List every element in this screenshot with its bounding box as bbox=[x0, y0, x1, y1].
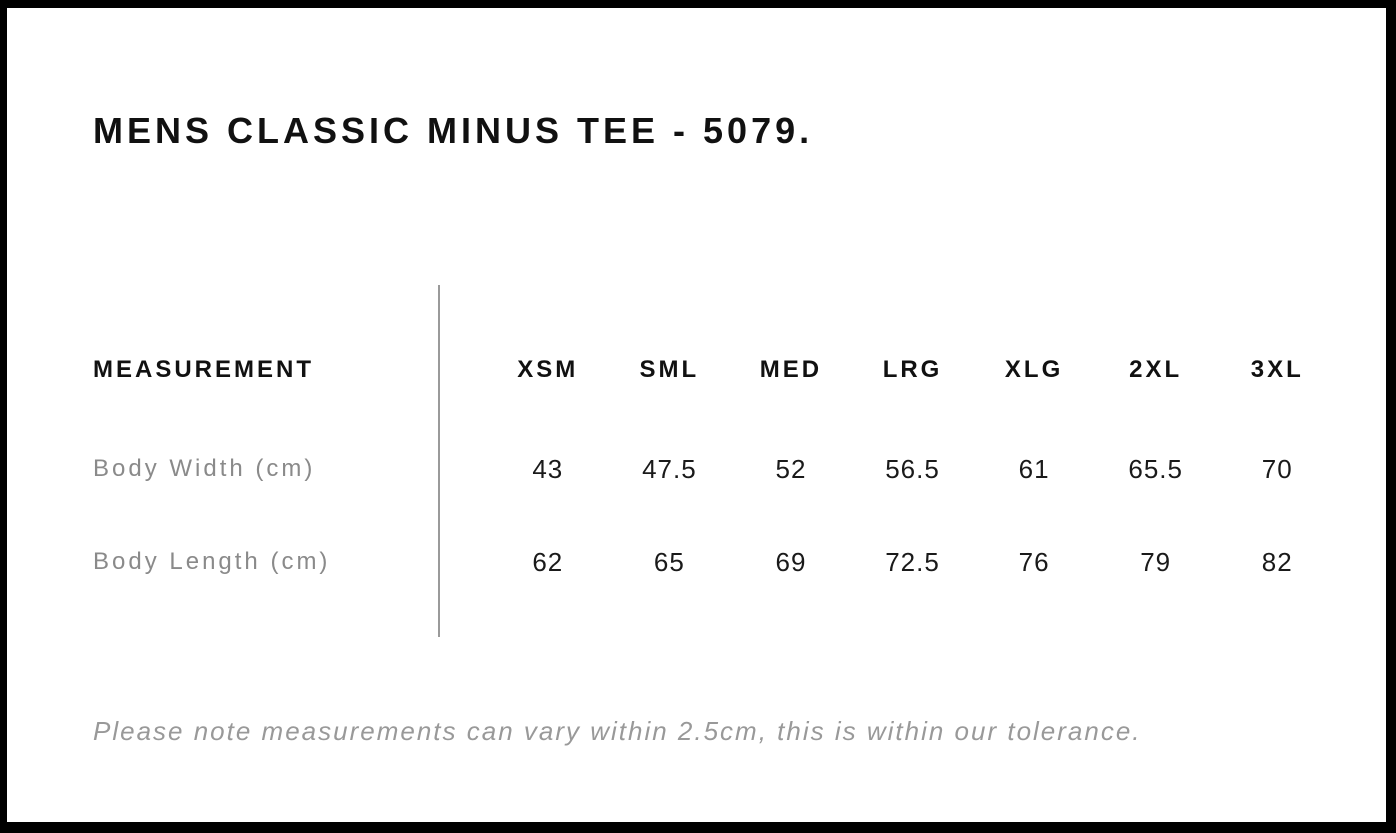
value-cell: 65.5 bbox=[1128, 453, 1183, 484]
value-cell: 56.5 bbox=[885, 453, 940, 484]
size-header-lrg: LRG bbox=[882, 356, 943, 383]
table-header-row bbox=[93, 355, 1338, 385]
value-cell: 69 bbox=[775, 546, 807, 577]
page-title: MENS CLASSIC MINUS TEE - 5079. bbox=[93, 110, 814, 151]
row-label: Body Width (cm) bbox=[93, 455, 316, 482]
size-header-2xl: 2XL bbox=[1129, 356, 1183, 383]
value-cell: 52 bbox=[775, 453, 807, 484]
value-cell: 79 bbox=[1140, 546, 1172, 577]
tolerance-note: Please note measurements can vary within 2.5cm, this is within our tolerance. bbox=[93, 716, 1142, 746]
size-header-sml: SML bbox=[639, 356, 700, 383]
size-header-xlg: XLG bbox=[1004, 356, 1064, 383]
value-cell: 70 bbox=[1261, 453, 1293, 484]
size-header-3xl: 3XL bbox=[1250, 356, 1304, 383]
measurement-header: MEASUREMENT bbox=[93, 356, 315, 383]
value-cell: 76 bbox=[1018, 546, 1050, 577]
value-cell: 62 bbox=[532, 546, 564, 577]
value-cell: 65 bbox=[653, 546, 685, 577]
value-cell: 43 bbox=[532, 453, 564, 484]
row-label: Body Length (cm) bbox=[93, 548, 331, 575]
size-header-xsm: XSM bbox=[517, 356, 579, 383]
table-row-body-length bbox=[93, 546, 1338, 578]
value-cell: 72.5 bbox=[885, 546, 940, 577]
value-cell: 82 bbox=[1261, 546, 1293, 577]
table-row-body-width bbox=[93, 453, 1338, 485]
size-header-med: MED bbox=[759, 356, 823, 383]
value-cell: 47.5 bbox=[642, 453, 697, 484]
value-cell: 61 bbox=[1018, 453, 1050, 484]
